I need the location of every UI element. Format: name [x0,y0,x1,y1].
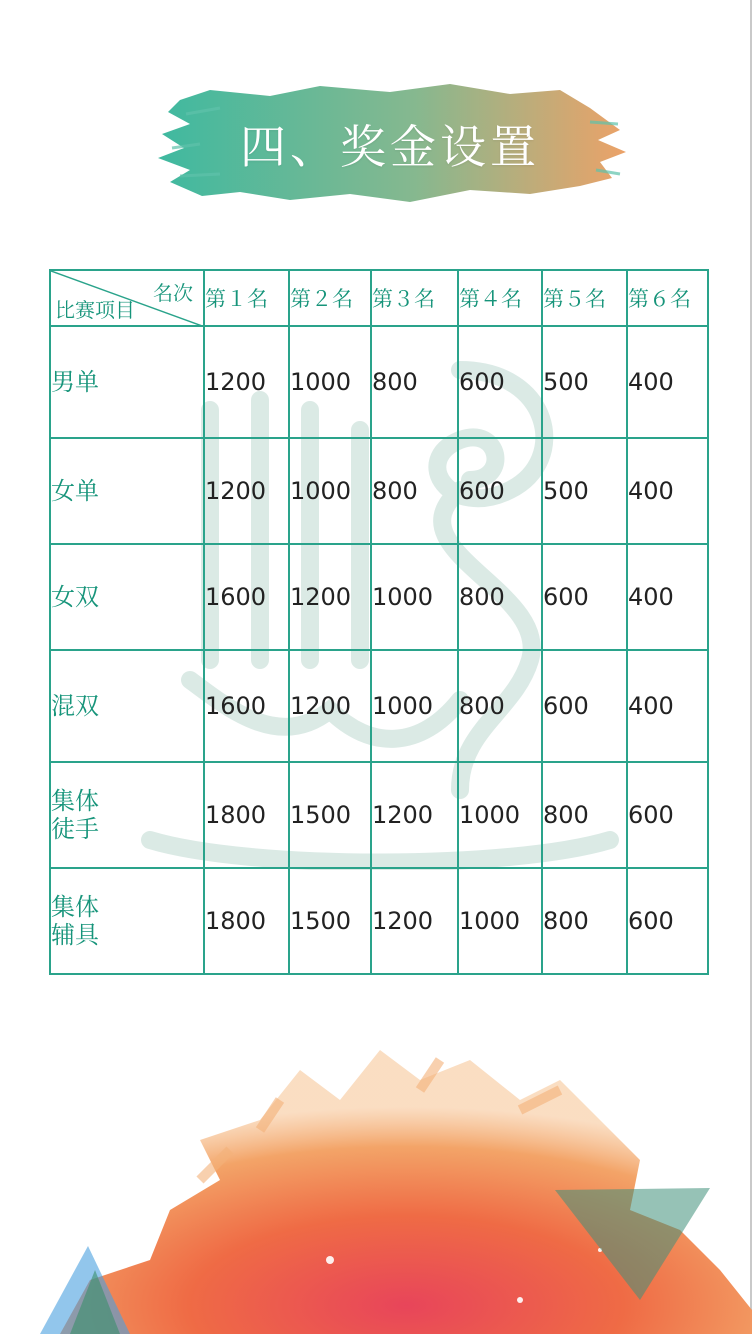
prize-value: 1800 [204,762,289,868]
table-row [50,762,708,868]
prize-value: 600 [542,650,627,762]
prize-value: 400 [627,544,708,650]
prize-value: 600 [627,868,708,974]
prize-value: 800 [542,762,627,868]
event-cell [50,438,204,544]
prize-value: 1200 [371,868,458,974]
prize-value: 800 [542,868,627,974]
rank-header: 第４名 [458,270,542,326]
event-cell [50,544,204,650]
prize-value: 600 [627,762,708,868]
event-label-line1: 集体 [51,787,99,815]
prize-value: 600 [458,326,542,438]
table-row [50,438,708,544]
prize-value: 600 [542,544,627,650]
prize-value: 600 [458,438,542,544]
prize-value: 1000 [371,544,458,650]
rank-header: 第２名 [289,270,371,326]
prize-value: 400 [627,438,708,544]
prize-value: 400 [627,326,708,438]
prize-value: 1500 [289,762,371,868]
event-cell [50,650,204,762]
prize-value: 1500 [289,868,371,974]
prize-value: 1200 [371,762,458,868]
prize-value: 1000 [289,326,371,438]
event-cell [50,326,204,438]
prize-value: 800 [371,326,458,438]
event-label: 女单 [51,477,99,505]
prize-value: 800 [458,650,542,762]
table-row [50,544,708,650]
event-cell [50,762,204,868]
table-row [50,650,708,762]
prize-value: 1000 [458,762,542,868]
event-label: 女双 [51,583,99,611]
prize-value: 1000 [458,868,542,974]
prize-value: 1600 [204,544,289,650]
event-cell [50,868,204,974]
event-label-line2: 辅具 [51,921,99,949]
table-row [50,868,708,974]
corner-label-rank: 名次 [153,281,193,305]
prize-value: 1200 [289,650,371,762]
prize-value: 500 [542,438,627,544]
prize-table-container [49,269,707,973]
prize-value: 800 [458,544,542,650]
prize-value: 1200 [204,326,289,438]
rank-header: 第３名 [371,270,458,326]
rank-header: 第６名 [627,270,708,326]
rank-header: 第１名 [204,270,289,326]
prize-value: 800 [371,438,458,544]
table-row [50,326,708,438]
prize-value: 1000 [371,650,458,762]
event-label-line2: 徒手 [51,815,99,843]
event-label: 混双 [51,692,99,720]
prize-value: 1600 [204,650,289,762]
page-title: 四、奖金设置 [240,120,540,174]
prize-value: 1200 [289,544,371,650]
title-banner [150,78,630,210]
event-label: 男单 [51,368,99,396]
event-label-line1: 集体 [51,893,99,921]
prize-value: 400 [627,650,708,762]
prize-value: 1800 [204,868,289,974]
prize-table [49,269,709,975]
rank-header: 第５名 [542,270,627,326]
prize-value: 1200 [204,438,289,544]
paint-splash-decoration [0,1010,752,1334]
corner-label-event: 比赛项目 [55,298,135,322]
table-corner-cell [50,270,204,326]
table-header-row [50,270,708,326]
prize-value: 500 [542,326,627,438]
prize-value: 1000 [289,438,371,544]
